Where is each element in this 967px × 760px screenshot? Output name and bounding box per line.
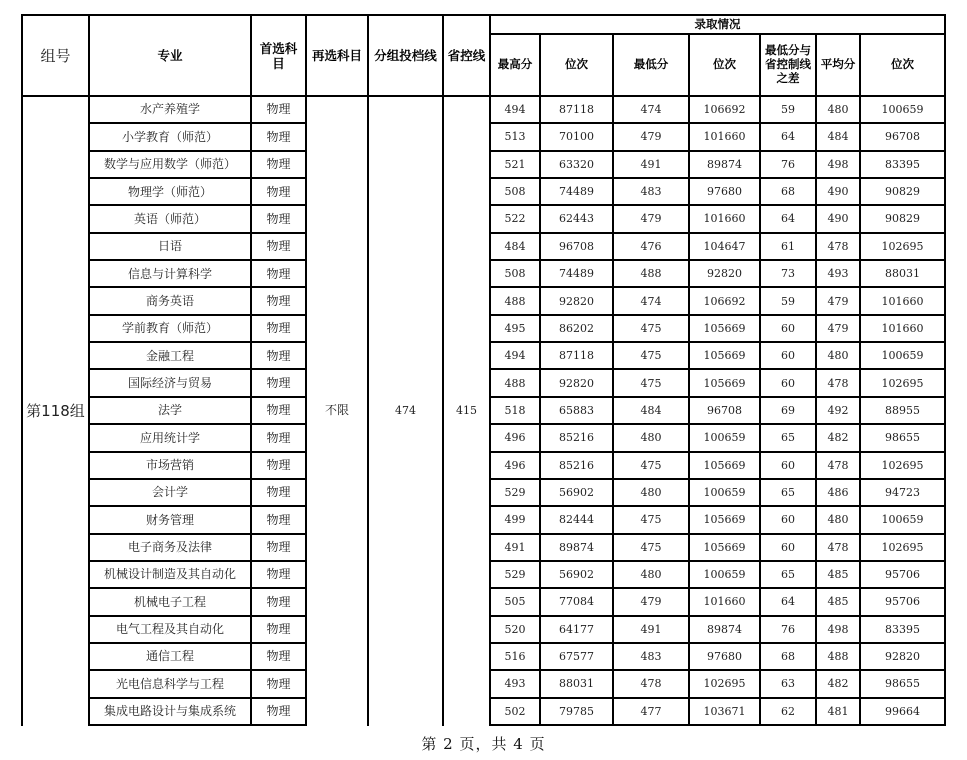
min-score: 475 — [640, 540, 662, 554]
min-score: 475 — [640, 321, 662, 335]
row-border — [88, 286, 307, 288]
row-border — [88, 560, 307, 562]
major-name: 光电信息科学与工程 — [115, 676, 224, 691]
major-name: 机械电子工程 — [133, 594, 206, 609]
column-border — [250, 14, 252, 726]
max-rank: 85216 — [559, 458, 594, 472]
major-name: 商务英语 — [145, 293, 194, 308]
max-score: 522 — [504, 212, 526, 226]
min-rank: 105669 — [703, 376, 746, 390]
header-major: 专业 — [157, 48, 183, 63]
min-score: 475 — [640, 513, 662, 527]
major-name: 机械设计制造及其自动化 — [103, 567, 236, 582]
row-border — [489, 478, 946, 480]
column-border — [88, 14, 90, 726]
avg-rank: 88031 — [885, 267, 920, 281]
avg-score: 486 — [827, 485, 849, 499]
min-score: 483 — [640, 185, 662, 199]
row-border — [489, 341, 946, 343]
row-border — [489, 368, 946, 370]
major-name: 信息与计算科学 — [127, 266, 212, 281]
max-rank: 56902 — [559, 485, 594, 499]
max-score: 502 — [504, 704, 526, 718]
max-score: 491 — [504, 540, 526, 554]
diff: 65 — [781, 485, 795, 499]
header-max-rank: 位次 — [565, 57, 588, 72]
table-top-border — [21, 14, 946, 16]
min-rank: 105669 — [703, 321, 746, 335]
first-subject: 物理 — [266, 567, 291, 582]
max-rank: 63320 — [559, 157, 594, 171]
max-rank: 86202 — [559, 321, 594, 335]
min-score: 476 — [640, 239, 662, 253]
min-rank: 104647 — [703, 239, 746, 253]
first-subject: 物理 — [266, 184, 291, 199]
min-rank: 101660 — [703, 595, 746, 609]
min-score: 480 — [640, 485, 662, 499]
avg-rank: 96708 — [885, 130, 920, 144]
column-border — [815, 33, 817, 726]
diff: 59 — [781, 294, 795, 308]
max-rank: 88031 — [559, 677, 594, 691]
header-bottom-border — [21, 95, 946, 97]
row-border — [489, 642, 946, 644]
min-score: 491 — [640, 622, 662, 636]
max-rank: 64177 — [559, 622, 594, 636]
row-border — [489, 396, 946, 398]
column-border — [442, 14, 444, 726]
avg-score: 481 — [827, 704, 849, 718]
major-name: 英语（师范） — [133, 211, 206, 226]
row-border — [489, 204, 946, 206]
row-border — [88, 697, 307, 699]
avg-score: 482 — [827, 431, 849, 445]
avg-score: 492 — [827, 403, 849, 417]
provincial-line-value: 415 — [456, 403, 477, 417]
min-rank: 105669 — [703, 458, 746, 472]
row-border — [88, 587, 307, 589]
avg-rank: 102695 — [881, 540, 924, 554]
min-score: 480 — [640, 431, 662, 445]
row-border — [489, 697, 946, 699]
min-score: 491 — [640, 157, 662, 171]
avg-score: 485 — [827, 595, 849, 609]
diff: 61 — [781, 239, 795, 253]
avg-rank: 83395 — [885, 622, 920, 636]
max-score: 508 — [504, 185, 526, 199]
first-subject: 物理 — [266, 622, 291, 637]
max-rank: 85216 — [559, 431, 594, 445]
row-border — [88, 615, 307, 617]
major-name: 通信工程 — [145, 649, 194, 664]
min-score: 480 — [640, 567, 662, 581]
first-subject: 物理 — [266, 403, 291, 418]
first-subject: 物理 — [266, 293, 291, 308]
diff: 60 — [781, 540, 795, 554]
major-name: 金融工程 — [145, 348, 194, 363]
min-score: 475 — [640, 458, 662, 472]
max-score: 513 — [504, 130, 526, 144]
min-rank: 105669 — [703, 513, 746, 527]
column-border — [759, 33, 761, 726]
row-border — [88, 368, 307, 370]
row-border — [489, 232, 946, 234]
first-subject: 物理 — [266, 348, 291, 363]
avg-rank: 92820 — [885, 650, 920, 664]
avg-score: 485 — [827, 567, 849, 581]
row-border — [489, 615, 946, 617]
min-rank: 101660 — [703, 212, 746, 226]
diff: 76 — [781, 157, 795, 171]
avg-rank: 95706 — [885, 567, 920, 581]
first-subject: 物理 — [266, 375, 291, 390]
min-score: 488 — [640, 267, 662, 281]
first-subject: 物理 — [266, 129, 291, 144]
max-score: 484 — [504, 239, 526, 253]
column-border — [21, 14, 23, 726]
row-border — [489, 259, 946, 261]
avg-score: 484 — [827, 130, 849, 144]
major-name: 小学教育（师范） — [121, 129, 218, 144]
max-score: 505 — [504, 595, 526, 609]
diff: 60 — [781, 321, 795, 335]
row-border — [489, 314, 946, 316]
first-subject: 物理 — [266, 457, 291, 472]
max-score: 508 — [504, 267, 526, 281]
max-rank: 67577 — [559, 650, 594, 664]
min-score: 478 — [640, 677, 662, 691]
column-border — [539, 33, 541, 726]
first-subject: 物理 — [266, 649, 291, 664]
row-border — [88, 724, 307, 726]
min-rank: 103671 — [703, 704, 746, 718]
row-border — [489, 150, 946, 152]
row-border — [88, 122, 307, 124]
major-name: 市场营销 — [145, 457, 194, 472]
avg-rank: 101660 — [881, 321, 924, 335]
min-rank: 92820 — [707, 267, 742, 281]
max-score: 499 — [504, 513, 526, 527]
min-rank: 97680 — [707, 185, 742, 199]
row-border — [88, 669, 307, 671]
row-border — [489, 423, 946, 425]
avg-score: 490 — [827, 185, 849, 199]
min-score: 474 — [640, 294, 662, 308]
diff: 65 — [781, 567, 795, 581]
major-name: 财务管理 — [145, 512, 194, 527]
max-score: 496 — [504, 458, 526, 472]
max-rank: 89874 — [559, 540, 594, 554]
page-indicator: 第 2 页，共 4 页 — [421, 735, 546, 753]
max-score: 496 — [504, 431, 526, 445]
row-border — [88, 259, 307, 261]
avg-score: 482 — [827, 677, 849, 691]
min-score: 479 — [640, 130, 662, 144]
header-diff: 最低分与省控制线之差 — [765, 43, 811, 85]
max-score: 494 — [504, 349, 526, 363]
avg-rank: 100659 — [881, 103, 924, 117]
avg-score: 480 — [827, 103, 849, 117]
first-subject: 物理 — [266, 485, 291, 500]
min-rank: 100659 — [703, 567, 746, 581]
avg-score: 480 — [827, 349, 849, 363]
max-score: 493 — [504, 677, 526, 691]
diff: 59 — [781, 103, 795, 117]
diff: 62 — [781, 704, 795, 718]
row-border — [489, 286, 946, 288]
min-rank: 89874 — [707, 622, 742, 636]
first-subject: 物理 — [266, 211, 291, 226]
major-name: 物理学（师范） — [127, 184, 212, 199]
diff: 65 — [781, 431, 795, 445]
column-border — [612, 33, 614, 726]
min-rank: 96708 — [707, 403, 742, 417]
major-name: 日语 — [157, 239, 182, 254]
min-rank: 100659 — [703, 485, 746, 499]
header-group-no: 组号 — [40, 46, 71, 65]
diff: 60 — [781, 376, 795, 390]
max-rank: 87118 — [559, 349, 594, 363]
max-rank: 56902 — [559, 567, 594, 581]
diff: 60 — [781, 349, 795, 363]
header-min-score: 最低分 — [633, 57, 669, 72]
avg-rank: 100659 — [881, 513, 924, 527]
header-admission: 录取情况 — [694, 16, 741, 31]
avg-rank: 102695 — [881, 376, 924, 390]
row-border — [88, 396, 307, 398]
avg-rank: 98655 — [885, 431, 920, 445]
first-subject: 物理 — [266, 704, 291, 719]
max-score: 521 — [504, 157, 526, 171]
row-border — [88, 204, 307, 206]
avg-score: 498 — [827, 157, 849, 171]
row-border — [88, 423, 307, 425]
row-border — [88, 150, 307, 152]
min-score: 475 — [640, 349, 662, 363]
header-min-rank: 位次 — [713, 57, 736, 72]
first-subject: 物理 — [266, 540, 291, 555]
header-first-subject: 首选科目 — [259, 40, 298, 71]
admission-header-border — [489, 33, 946, 35]
avg-rank: 102695 — [881, 239, 924, 253]
min-rank: 106692 — [703, 103, 746, 117]
max-score: 520 — [504, 622, 526, 636]
row-border — [88, 177, 307, 179]
row-border — [88, 232, 307, 234]
row-border — [489, 669, 946, 671]
min-score: 479 — [640, 595, 662, 609]
first-subject: 物理 — [266, 266, 291, 281]
max-rank: 87118 — [559, 103, 594, 117]
max-rank: 96708 — [559, 239, 594, 253]
first-subject: 物理 — [266, 321, 291, 336]
row-border — [88, 533, 307, 535]
diff: 60 — [781, 458, 795, 472]
max-rank: 70100 — [559, 130, 594, 144]
diff: 68 — [781, 650, 795, 664]
diff: 64 — [781, 212, 795, 226]
avg-rank: 98655 — [885, 677, 920, 691]
row-border — [489, 724, 946, 726]
avg-score: 488 — [827, 650, 849, 664]
avg-score: 479 — [827, 294, 849, 308]
row-border — [489, 505, 946, 507]
avg-rank: 90829 — [885, 185, 920, 199]
row-border — [489, 587, 946, 589]
min-score: 474 — [640, 103, 662, 117]
header-second-subject: 再选科目 — [311, 48, 362, 63]
avg-rank: 95706 — [885, 595, 920, 609]
first-subject: 物理 — [266, 157, 291, 172]
max-score: 494 — [504, 103, 526, 117]
row-border — [489, 560, 946, 562]
header-avg-score: 平均分 — [820, 57, 856, 72]
diff: 76 — [781, 622, 795, 636]
avg-rank: 100659 — [881, 349, 924, 363]
major-name: 电气工程及其自动化 — [115, 622, 224, 637]
row-border — [88, 505, 307, 507]
major-name: 会计学 — [151, 485, 188, 500]
row-border — [88, 341, 307, 343]
header-provincial-line: 省控线 — [447, 48, 486, 63]
avg-rank: 99664 — [885, 704, 920, 718]
max-score: 488 — [504, 294, 526, 308]
diff: 63 — [781, 677, 795, 691]
group-name: 第118组 — [26, 401, 85, 420]
max-score: 529 — [504, 567, 526, 581]
max-rank: 74489 — [559, 267, 594, 281]
diff: 69 — [781, 403, 795, 417]
diff: 73 — [781, 267, 795, 281]
column-border — [305, 14, 307, 726]
min-score: 483 — [640, 650, 662, 664]
row-border — [489, 122, 946, 124]
major-name: 应用统计学 — [139, 430, 200, 445]
min-rank: 105669 — [703, 540, 746, 554]
group-second-subject: 不限 — [324, 403, 349, 418]
max-rank: 74489 — [559, 185, 594, 199]
min-rank: 102695 — [703, 677, 746, 691]
max-rank: 82444 — [559, 513, 594, 527]
avg-score: 478 — [827, 540, 849, 554]
column-border — [688, 33, 690, 726]
avg-score: 498 — [827, 622, 849, 636]
avg-score: 478 — [827, 376, 849, 390]
first-subject: 物理 — [266, 430, 291, 445]
avg-rank: 90829 — [885, 212, 920, 226]
avg-score: 478 — [827, 458, 849, 472]
max-score: 488 — [504, 376, 526, 390]
avg-score: 480 — [827, 513, 849, 527]
min-rank: 106692 — [703, 294, 746, 308]
min-score: 477 — [640, 704, 662, 718]
column-border — [367, 14, 369, 726]
max-rank: 92820 — [559, 376, 594, 390]
row-border — [88, 451, 307, 453]
min-rank: 100659 — [703, 431, 746, 445]
min-rank: 105669 — [703, 349, 746, 363]
major-name: 电子商务及法律 — [127, 540, 212, 555]
header-avg-rank: 位次 — [891, 57, 914, 72]
first-subject: 物理 — [266, 512, 291, 527]
max-rank: 62443 — [559, 212, 594, 226]
header-max-score: 最高分 — [497, 57, 533, 72]
row-border — [88, 642, 307, 644]
max-score: 516 — [504, 650, 526, 664]
major-name: 集成电路设计与集成系统 — [103, 704, 236, 719]
diff: 60 — [781, 513, 795, 527]
avg-score: 479 — [827, 321, 849, 335]
row-border — [489, 451, 946, 453]
row-border — [88, 478, 307, 480]
column-border — [859, 33, 861, 726]
max-rank: 79785 — [559, 704, 594, 718]
min-score: 475 — [640, 376, 662, 390]
major-name: 数学与应用数学（师范） — [103, 157, 236, 172]
major-name: 国际经济与贸易 — [127, 375, 212, 390]
row-border — [88, 314, 307, 316]
major-name: 法学 — [157, 403, 182, 418]
max-score: 529 — [504, 485, 526, 499]
min-rank: 101660 — [703, 130, 746, 144]
max-rank: 92820 — [559, 294, 594, 308]
min-rank: 89874 — [707, 157, 742, 171]
avg-score: 478 — [827, 239, 849, 253]
avg-rank: 88955 — [885, 403, 920, 417]
column-border — [944, 14, 946, 726]
avg-score: 493 — [827, 267, 849, 281]
avg-rank: 83395 — [885, 157, 920, 171]
avg-rank: 102695 — [881, 458, 924, 472]
min-score: 479 — [640, 212, 662, 226]
min-rank: 97680 — [707, 650, 742, 664]
major-name: 水产养殖学 — [139, 102, 200, 117]
major-name: 学前教育（师范） — [121, 321, 218, 336]
max-score: 518 — [504, 403, 526, 417]
first-subject: 物理 — [266, 239, 291, 254]
first-subject: 物理 — [266, 102, 291, 117]
max-rank: 77084 — [559, 595, 594, 609]
avg-score: 490 — [827, 212, 849, 226]
diff: 64 — [781, 130, 795, 144]
row-border — [489, 177, 946, 179]
header-group-cutoff: 分组投档线 — [374, 48, 437, 63]
avg-rank: 94723 — [885, 485, 920, 499]
max-score: 495 — [504, 321, 526, 335]
first-subject: 物理 — [266, 676, 291, 691]
min-score: 484 — [640, 403, 662, 417]
first-subject: 物理 — [266, 594, 291, 609]
row-border — [489, 533, 946, 535]
column-border — [489, 14, 491, 726]
avg-rank: 101660 — [881, 294, 924, 308]
diff: 68 — [781, 185, 795, 199]
max-rank: 65883 — [559, 403, 594, 417]
group-cutoff-value: 474 — [395, 403, 416, 417]
diff: 64 — [781, 595, 795, 609]
